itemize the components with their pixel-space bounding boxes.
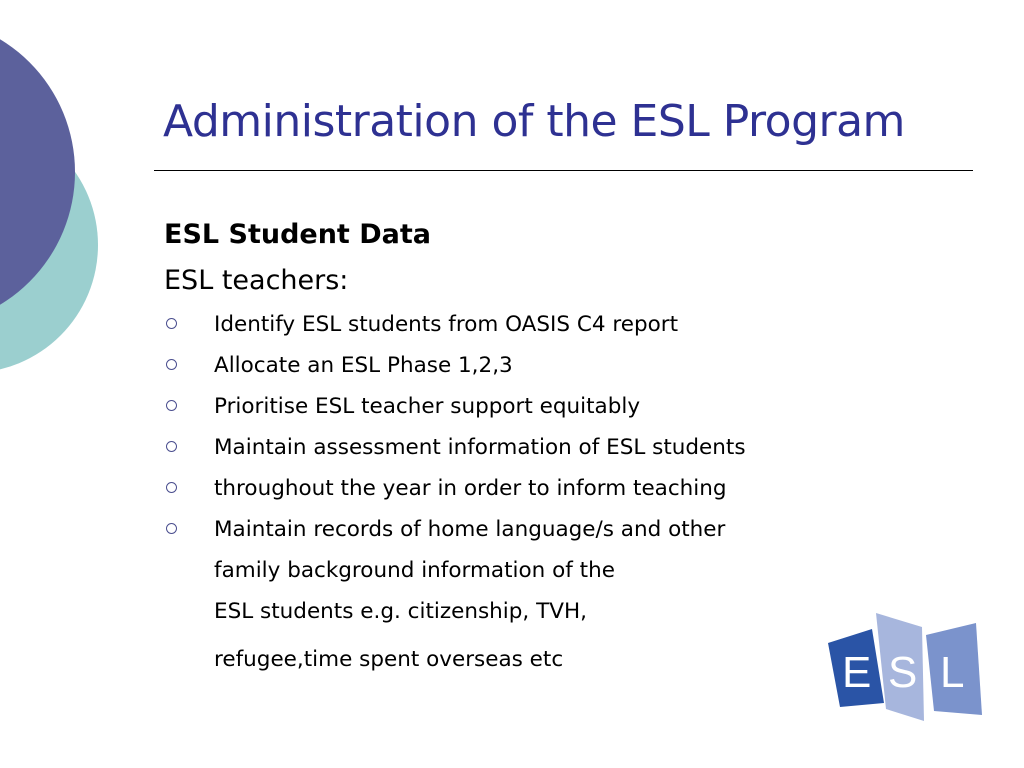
bullet-item [164, 468, 864, 509]
slide-title: Administration of the ESL Program [163, 96, 905, 147]
bullet-continuation [164, 632, 864, 695]
lead-line: ESL teachers: [164, 265, 349, 296]
bullet-continuation [164, 550, 864, 591]
decorative-circles [0, 0, 110, 400]
logo-letter-e: E [842, 648, 872, 697]
circle-bullet-icon [166, 482, 177, 493]
slide-body [164, 212, 864, 695]
logo-letter-s: S [888, 648, 918, 697]
logo-letter-l: L [940, 648, 965, 697]
circle-bullet-icon [166, 523, 177, 534]
circle-bullet-icon [166, 400, 177, 411]
bullet-item [164, 304, 864, 345]
continuation-text: ESL students e.g. citizenship, TVH, [214, 599, 587, 624]
bullet-list [164, 304, 864, 695]
bullet-text: Identify ESL students from OASIS C4 report [214, 312, 679, 337]
continuation-text: family background information of the [214, 558, 615, 583]
circle-bullet-icon [166, 318, 177, 329]
bullet-item [164, 509, 864, 550]
bullet-text: Maintain records of home language/s and other [214, 517, 726, 542]
subheading: ESL Student Data [164, 219, 431, 250]
bullet-item [164, 386, 864, 427]
circle-bullet-icon [166, 441, 177, 452]
bullet-text: Prioritise ESL teacher support equitably [214, 394, 641, 419]
continuation-text: refugee,time spent overseas etc [214, 647, 564, 672]
title-divider [154, 170, 973, 171]
circle-bullet-icon [166, 359, 177, 370]
bullet-continuation [164, 591, 864, 632]
bullet-text: Allocate an ESL Phase 1,2,3 [214, 353, 513, 378]
bullet-item [164, 345, 864, 386]
esl-logo [826, 605, 986, 725]
bullet-text: throughout the year in order to inform teaching [214, 476, 727, 501]
bullet-item [164, 427, 864, 468]
bullet-text: Maintain assessment information of ESL students [214, 435, 746, 460]
